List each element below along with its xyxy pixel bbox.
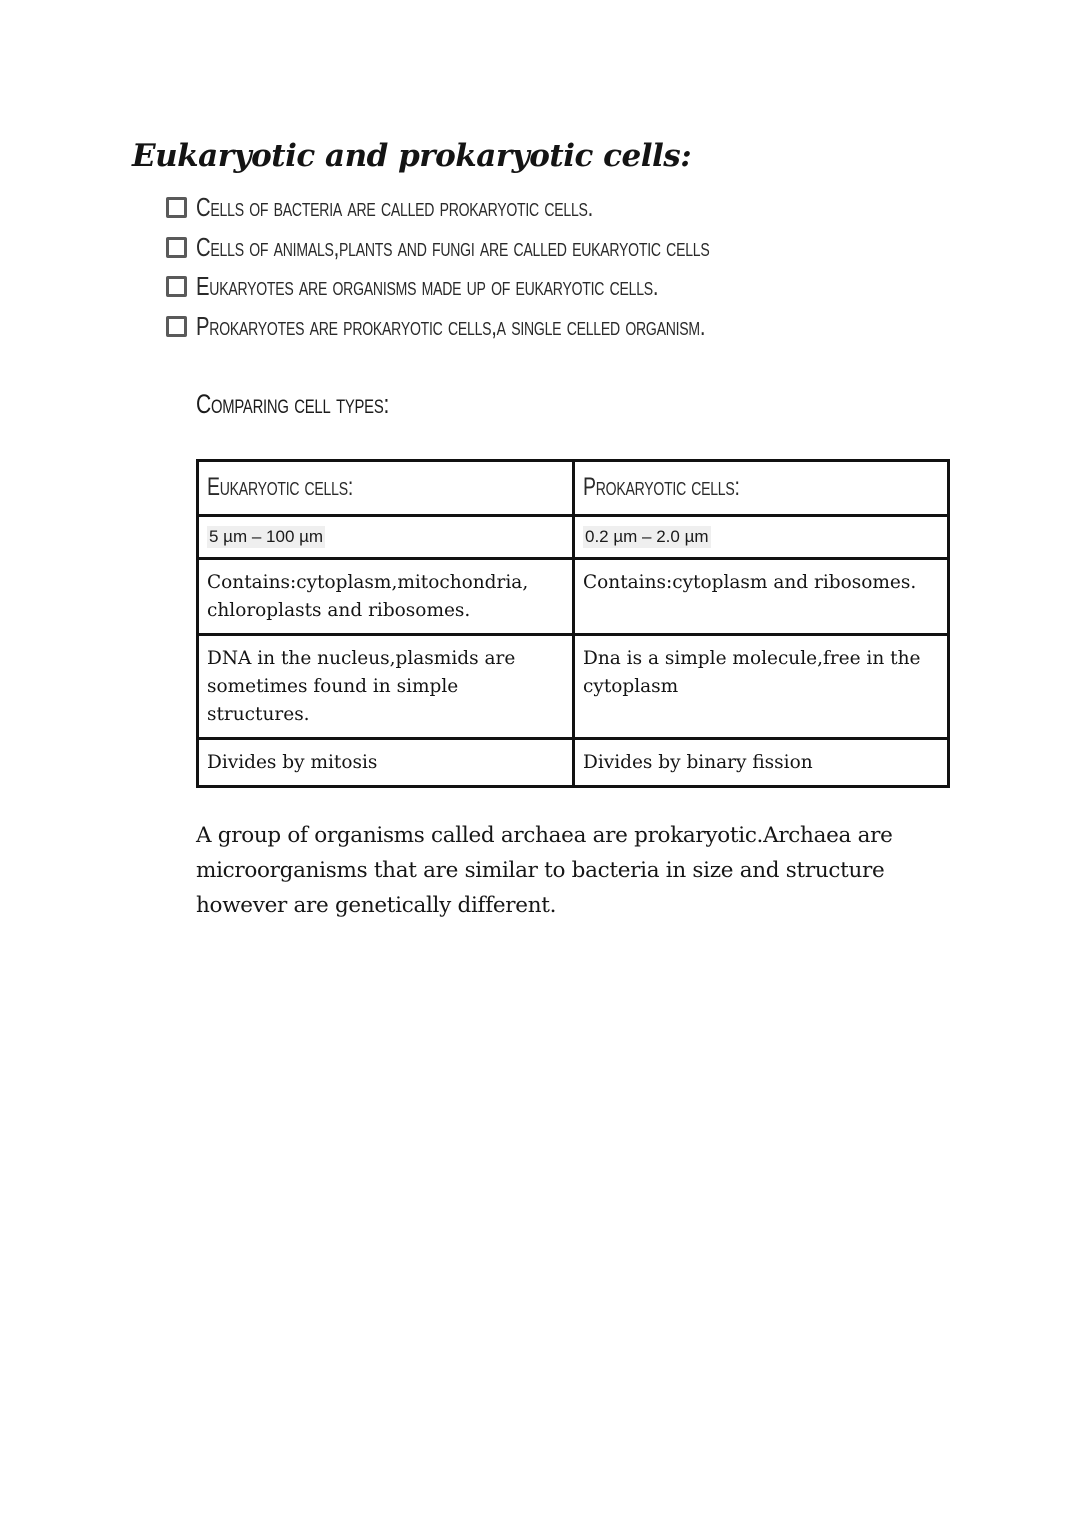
table-row — [198, 635, 949, 739]
checklist-item — [166, 267, 854, 307]
table-cell: Divides by binary fission — [574, 739, 949, 787]
table-cell: DNA in the nucleus,plasmids are sometimes found in simple structures. — [198, 635, 574, 739]
table-cell: Contains:cytoplasm,mitochondria, chloroplasts and ribosomes. — [198, 559, 574, 635]
checklist-item-text: Cells of animals,plants and fungi are called eukaryotic cells — [196, 231, 710, 262]
table-header-row — [198, 461, 949, 516]
table-row — [198, 516, 949, 559]
checklist-item — [166, 307, 854, 347]
table-row — [198, 739, 949, 787]
table-row — [198, 559, 949, 635]
checkbox-icon[interactable] — [166, 276, 187, 297]
table-cell: Divides by mitosis — [198, 739, 574, 787]
table-header-cell — [574, 461, 949, 516]
checklist-item-text: Cells of bacteria are called prokaryotic cells. — [196, 192, 594, 223]
checklist — [166, 188, 854, 346]
comparison-table — [196, 459, 950, 788]
archaea-paragraph: A group of organisms called archaea are prokaryotic.Archaea are microorganisms that are similar to bacteria in size and structure however are genetically different. — [196, 823, 893, 918]
checkbox-icon[interactable] — [166, 237, 187, 258]
checkbox-icon[interactable] — [166, 197, 187, 218]
checklist-item-text: Eukaryotes are organisms made up of eukaryotic cells. — [196, 271, 659, 302]
checklist-item — [166, 188, 854, 228]
table-cell: Dna is a simple molecule,free in the cytoplasm — [574, 635, 949, 739]
table-cell: Contains:cytoplasm and ribosomes. — [574, 559, 949, 635]
section-heading: Comparing cell types: — [196, 389, 390, 419]
table-cell — [574, 516, 949, 559]
table-cell — [198, 516, 574, 559]
size-range: 0.2 µm – 2.0 µm — [585, 527, 709, 546]
column-header-prokaryotic: Prokaryotic cells: — [583, 472, 740, 501]
page-title: Eukaryotic and prokaryotic cells: — [132, 138, 692, 174]
checklist-item — [166, 228, 854, 268]
checkbox-icon[interactable] — [166, 316, 187, 337]
checklist-item-text: Prokaryotes are prokaryotic cells,a single celled organism. — [196, 310, 706, 341]
size-range: 5 µm – 100 µm — [209, 527, 324, 546]
table-header-cell — [198, 461, 574, 516]
column-header-eukaryotic: Eukaryotic cells: — [207, 472, 354, 501]
